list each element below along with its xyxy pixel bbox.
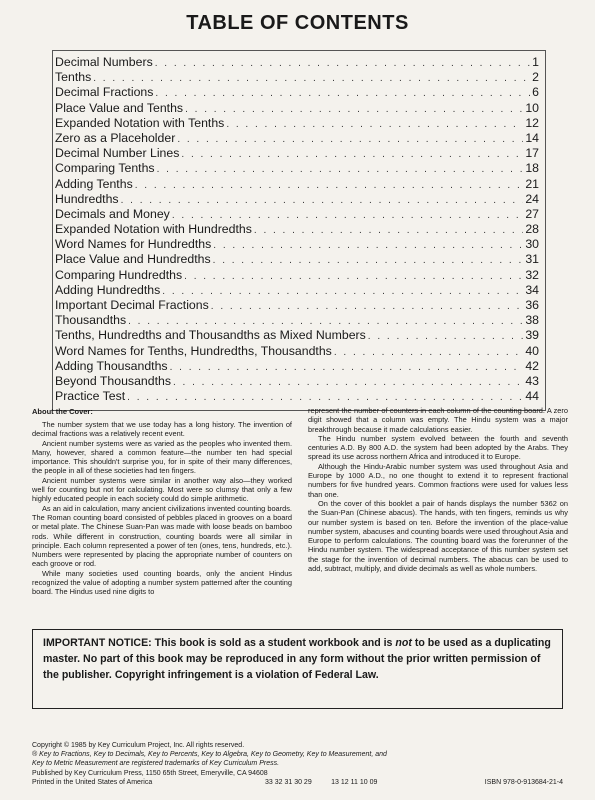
toc-leader-dots bbox=[213, 253, 524, 268]
toc-entry bbox=[55, 298, 539, 313]
toc-entry-page: 14 bbox=[525, 130, 539, 145]
toc-leader-dots bbox=[170, 360, 524, 375]
page-title: TABLE OF CONTENTS bbox=[186, 12, 409, 34]
toc-leader-dots bbox=[334, 345, 523, 360]
toc-entry-title: Place Value and Tenths bbox=[55, 100, 184, 115]
notice-text-a: This book is sold as a student workbook and is bbox=[154, 637, 393, 649]
toc-leader-dots bbox=[213, 238, 523, 253]
about-cover-heading: About the Cover: bbox=[32, 407, 93, 416]
about-cover-left-column bbox=[32, 420, 292, 597]
toc-entry-title: Important Decimal Fractions bbox=[55, 298, 209, 312]
toc-leader-dots bbox=[254, 223, 523, 238]
toc-entry-page: 1 bbox=[532, 55, 539, 69]
toc-entry bbox=[55, 161, 539, 176]
about-paragraph: The Hindu number system evolved between the fourth and seventh centuries A.D. By 800 A.D. the system had been adopted by the Arabs. They spread its use across northern Africa and introduced it to Europe. bbox=[308, 433, 568, 462]
toc-entry-page: 44 bbox=[525, 389, 539, 404]
toc-entry-page: 30 bbox=[525, 237, 539, 252]
toc-entry bbox=[55, 116, 539, 131]
toc-entry-title: Decimal Number Lines bbox=[55, 146, 180, 161]
toc-entry-page: 32 bbox=[525, 267, 539, 282]
toc-leader-dots bbox=[211, 299, 524, 314]
about-paragraph: The number system that we use today has a long history. The invention of decimal fractions was a relatively recent event. bbox=[32, 420, 292, 439]
toc-leader-dots bbox=[184, 269, 523, 284]
copyright-footer bbox=[32, 741, 563, 787]
toc-entry-title: Beyond Thousandths bbox=[55, 373, 171, 388]
toc-entry bbox=[55, 344, 539, 359]
toc-leader-dots bbox=[93, 71, 530, 86]
toc-entry-title: Tenths bbox=[55, 70, 92, 85]
toc-entry-title: Tenths, Hundredths and Thousandths as Mixed Numbers bbox=[55, 328, 366, 343]
toc-leader-dots bbox=[173, 375, 523, 390]
toc-entry-title: Zero as a Placeholder bbox=[55, 130, 176, 145]
toc-leader-dots bbox=[135, 178, 524, 193]
toc-entry bbox=[55, 374, 539, 389]
toc-leader-dots bbox=[177, 132, 523, 147]
toc-entry bbox=[55, 283, 539, 298]
about-paragraph: As an aid in calculation, many ancient civilizations invented counting boards. The Roman counting board consisted of pebbles placed in grooves on a board or metal plate. The Chinese Suan-Pan was made with loose beads on bamboo rods. While different in construction, counting boards were all similar in principle. Each column represented a power of ten (ones, tens, hundreds, etc.). Numbers were represented by placing the appropriate number of counters on each groove or rod. bbox=[32, 503, 292, 569]
toc-leader-dots bbox=[157, 162, 524, 177]
toc-entry-page: 27 bbox=[525, 206, 539, 221]
publisher-line: Published by Key Curriculum Press, 1150 65th Street, Emeryville, CA 94608 bbox=[32, 769, 268, 777]
toc-entry-page: 10 bbox=[525, 100, 539, 115]
toc-leader-dots bbox=[181, 147, 523, 162]
toc-leader-dots bbox=[172, 208, 523, 223]
trademark-line-1: ® Key to Fractions, Key to Decimals, Key to Percents, Key to Algebra, Key to Geometry, Key to Measurement, and bbox=[32, 751, 387, 759]
trademark-line-2: Key to Metric Measurement are registered trademarks of Key Curriculum Press. bbox=[32, 760, 280, 768]
toc-entry bbox=[55, 222, 539, 237]
toc-entry bbox=[55, 70, 539, 85]
toc-entry-title: Adding Hundredths bbox=[55, 282, 161, 297]
toc-entry bbox=[55, 192, 539, 207]
toc-entry-page: 42 bbox=[525, 358, 539, 373]
table-of-contents bbox=[52, 50, 546, 411]
print-numbers: 33 32 31 30 29 13 12 11 10 09 bbox=[265, 778, 378, 786]
toc-entry-title: Thousandths bbox=[55, 313, 127, 328]
toc-entry-title: Expanded Notation with Hundredths bbox=[55, 222, 252, 237]
about-paragraph: On the cover of this booklet a pair of hands displays the number 5362 on the Suan-Pan (Chinese abacus). The hands, with ten fingers, reminds us why our number system is based on ten. Before the invention of the place-value number system, abacuses and counting boards were used throughout Asia and Europe to perform calculations. The counting board was the forerunner of the Hindu number system. The widespread acceptance of this number system set the stage for the invention of decimal numbers. The abacus can be used to add, subtract, multiply, and divide decimals as well as whole numbers. bbox=[308, 498, 568, 574]
notice-emphasis: not bbox=[395, 637, 412, 649]
toc-entry-title: Word Names for Hundredths bbox=[55, 237, 212, 252]
important-notice bbox=[32, 629, 563, 709]
toc-entry-title: Practice Test bbox=[55, 389, 126, 404]
toc-leader-dots bbox=[121, 193, 524, 208]
toc-entry bbox=[55, 55, 539, 70]
toc-leader-dots bbox=[185, 102, 523, 117]
toc-leader-dots bbox=[226, 117, 523, 132]
toc-entry-page: 12 bbox=[525, 115, 539, 130]
about-cover-right-column bbox=[308, 406, 568, 573]
toc-leader-dots bbox=[155, 56, 530, 71]
toc-entry bbox=[55, 85, 539, 100]
toc-entry-title: Expanded Notation with Tenths bbox=[55, 115, 225, 130]
toc-entry-title: Place Value and Hundredths bbox=[55, 252, 211, 267]
notice-label: IMPORTANT NOTICE: bbox=[43, 637, 152, 649]
toc-entry-page: 39 bbox=[525, 328, 539, 343]
toc-entry-page: 36 bbox=[525, 298, 539, 312]
toc-entry-page: 28 bbox=[525, 222, 539, 237]
toc-entry-page: 31 bbox=[525, 252, 539, 267]
toc-entry bbox=[55, 131, 539, 146]
toc-leader-dots bbox=[127, 390, 523, 405]
toc-entry-page: 24 bbox=[525, 191, 539, 206]
toc-entry-page: 6 bbox=[532, 85, 539, 100]
toc-entry bbox=[55, 146, 539, 161]
toc-entry-title: Decimal Fractions bbox=[55, 85, 154, 100]
toc-entry-title: Adding Thousandths bbox=[55, 358, 168, 373]
toc-entry bbox=[55, 207, 539, 222]
toc-entry-title: Adding Tenths bbox=[55, 176, 133, 191]
toc-entry-title: Hundredths bbox=[55, 191, 119, 206]
toc-entry-page: 43 bbox=[525, 373, 539, 388]
toc-entry bbox=[55, 237, 539, 252]
toc-leader-dots bbox=[368, 329, 524, 344]
toc-leader-dots bbox=[155, 86, 530, 101]
about-paragraph: represent the number of counters in each column of the counting board. A zero digit showed that a column was empty. The Hindu system was a major breakthrough because it made calculations easier. bbox=[308, 406, 568, 434]
toc-entry-page: 34 bbox=[525, 282, 539, 297]
toc-entry-page: 17 bbox=[525, 146, 539, 161]
toc-entry-title: Comparing Hundredths bbox=[55, 267, 183, 282]
isbn: ISBN 978-0-913684-21-4 bbox=[484, 778, 563, 786]
toc-entry bbox=[55, 252, 539, 267]
toc-entry bbox=[55, 177, 539, 192]
toc-entry-page: 18 bbox=[525, 161, 539, 176]
copyright-line: Copyright © 1985 by Key Curriculum Project, Inc. All rights reserved. bbox=[32, 742, 245, 749]
toc-entry bbox=[55, 101, 539, 116]
toc-entry bbox=[55, 359, 539, 374]
toc-entry-page: 40 bbox=[525, 343, 539, 358]
about-paragraph: While many societies used counting boards, only the ancient Hindus recognized the value of adopting a number system patterned after the counting board. The Hindus used nine digits to bbox=[32, 568, 292, 597]
about-paragraph: Although the Hindu-Arabic number system was used throughout Asia and Europe by 1000 A.D., no one thought to extend it to represent fractional numbers for five hundred years. Common fractions were used for values less than one. bbox=[308, 461, 568, 499]
notice-text-b: to be used as a duplicating master. No part of this book may be reproduced in any form without the prior written permission of the publisher. Copyright infringement is a violation of Federal Law. bbox=[43, 637, 551, 681]
printed-in: Printed in the United States of America bbox=[32, 778, 153, 786]
toc-entry-title: Word Names for Tenths, Hundredths, Thousandths bbox=[55, 343, 332, 358]
toc-entry bbox=[55, 268, 539, 283]
print-line bbox=[32, 778, 563, 787]
toc-entry bbox=[55, 389, 539, 404]
about-paragraph: Ancient number systems were similar in another way also—they worked well for counting but not for calculating. Most were so clumsy that only a few highly educated people in each society could do simple arithmetic. bbox=[32, 475, 292, 504]
toc-entry-page: 21 bbox=[525, 176, 539, 191]
toc-leader-dots bbox=[162, 284, 523, 299]
toc-entry bbox=[55, 313, 539, 328]
toc-entry-page: 38 bbox=[525, 313, 539, 328]
toc-leader-dots bbox=[128, 314, 523, 329]
toc-entry-title: Decimal Numbers bbox=[55, 55, 153, 69]
about-paragraph: Ancient number systems were as varied as the peoples who invented them. Many, however, shared a common feature—the number ten had special importance. This shouldn't surprise you, for in spite of their many differences, the people in all of these societies had ten fingers. bbox=[32, 438, 292, 476]
toc-entry-title: Comparing Tenths bbox=[55, 161, 155, 176]
toc-entry-page: 2 bbox=[532, 70, 539, 85]
toc-entry bbox=[55, 328, 539, 343]
toc-entry-title: Decimals and Money bbox=[55, 206, 170, 221]
